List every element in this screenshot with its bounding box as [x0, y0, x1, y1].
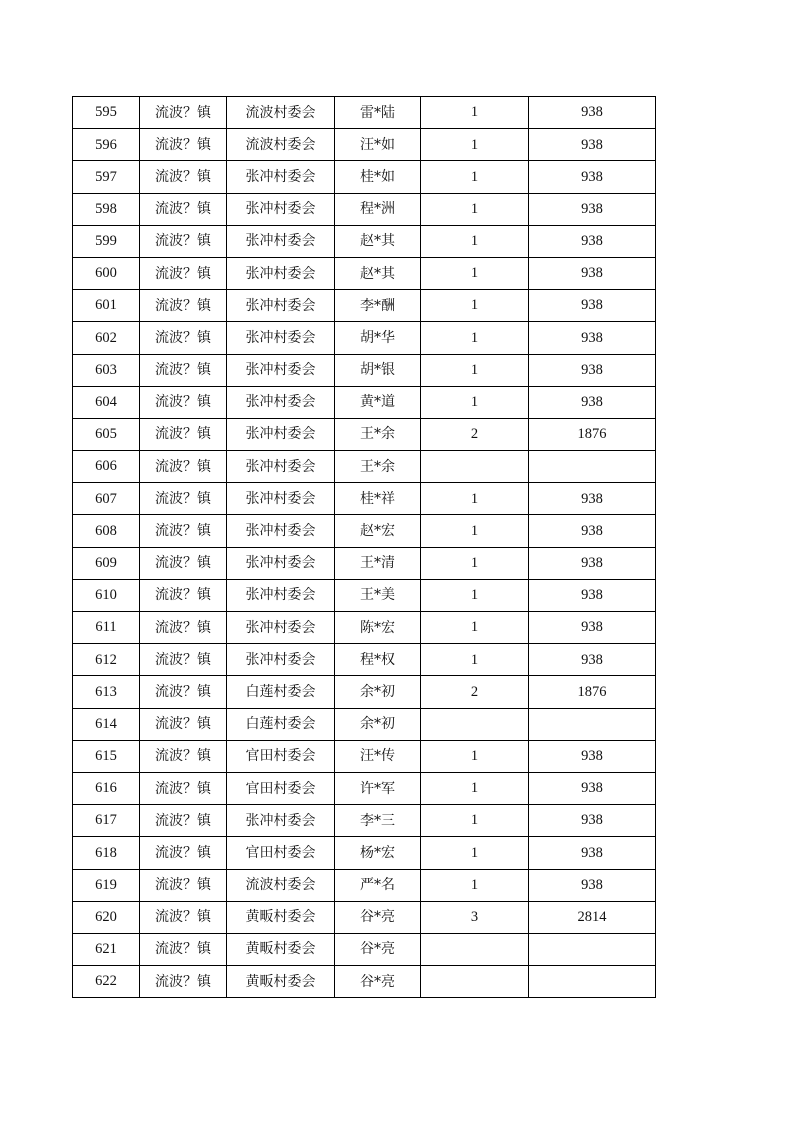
amount-cell: 938 [529, 740, 656, 772]
amount-cell: 938 [529, 322, 656, 354]
village-committee-cell: 张冲村委会 [227, 161, 335, 193]
village-committee-cell: 流波村委会 [227, 97, 335, 129]
village-committee-cell: 张冲村委会 [227, 193, 335, 225]
village-committee-cell: 张冲村委会 [227, 483, 335, 515]
table-row [73, 257, 656, 289]
village-committee-cell: 张冲村委会 [227, 225, 335, 257]
village-committee-cell: 张冲村委会 [227, 451, 335, 483]
person-name-cell: 桂*如 [335, 161, 421, 193]
count-cell: 1 [421, 129, 529, 161]
village-committee-cell: 流波村委会 [227, 129, 335, 161]
amount-cell: 938 [529, 483, 656, 515]
town-cell: 流波？镇 [140, 612, 227, 644]
serial-number-cell: 595 [73, 97, 140, 129]
village-committee-cell: 张冲村委会 [227, 386, 335, 418]
count-cell: 1 [421, 547, 529, 579]
town-cell: 流波？镇 [140, 354, 227, 386]
person-name-cell: 王*清 [335, 547, 421, 579]
table-row [73, 386, 656, 418]
village-committee-cell: 官田村委会 [227, 772, 335, 804]
amount-cell: 2814 [529, 901, 656, 933]
serial-number-cell: 610 [73, 579, 140, 611]
person-name-cell: 余*初 [335, 676, 421, 708]
table-row [73, 97, 656, 129]
town-cell: 流波？镇 [140, 290, 227, 322]
town-cell: 流波？镇 [140, 805, 227, 837]
records-table-body [73, 97, 656, 998]
count-cell: 3 [421, 901, 529, 933]
amount-cell: 938 [529, 515, 656, 547]
town-cell: 流波？镇 [140, 515, 227, 547]
count-cell: 1 [421, 257, 529, 289]
person-name-cell: 黄*道 [335, 386, 421, 418]
table-row [73, 901, 656, 933]
table-row [73, 515, 656, 547]
village-committee-cell: 官田村委会 [227, 740, 335, 772]
count-cell: 1 [421, 740, 529, 772]
table-row [73, 354, 656, 386]
serial-number-cell: 612 [73, 644, 140, 676]
town-cell: 流波？镇 [140, 483, 227, 515]
person-name-cell: 程*权 [335, 644, 421, 676]
village-committee-cell: 张冲村委会 [227, 515, 335, 547]
count-cell: 1 [421, 290, 529, 322]
count-cell: 1 [421, 354, 529, 386]
person-name-cell: 谷*亮 [335, 966, 421, 998]
amount-cell: 938 [529, 612, 656, 644]
village-committee-cell: 张冲村委会 [227, 290, 335, 322]
town-cell: 流波？镇 [140, 837, 227, 869]
table-row [73, 612, 656, 644]
village-committee-cell: 张冲村委会 [227, 579, 335, 611]
serial-number-cell: 618 [73, 837, 140, 869]
count-cell: 1 [421, 644, 529, 676]
person-name-cell: 陈*宏 [335, 612, 421, 644]
person-name-cell: 汪*如 [335, 129, 421, 161]
person-name-cell: 雷*陆 [335, 97, 421, 129]
amount-cell: 938 [529, 805, 656, 837]
town-cell: 流波？镇 [140, 451, 227, 483]
table-row [73, 869, 656, 901]
town-cell: 流波？镇 [140, 933, 227, 965]
table-row [73, 644, 656, 676]
amount-cell [529, 933, 656, 965]
amount-cell: 938 [529, 837, 656, 869]
town-cell: 流波？镇 [140, 579, 227, 611]
serial-number-cell: 606 [73, 451, 140, 483]
village-committee-cell: 张冲村委会 [227, 644, 335, 676]
town-cell: 流波？镇 [140, 386, 227, 418]
count-cell: 1 [421, 612, 529, 644]
table-row [73, 837, 656, 869]
serial-number-cell: 615 [73, 740, 140, 772]
amount-cell: 938 [529, 193, 656, 225]
serial-number-cell: 614 [73, 708, 140, 740]
count-cell: 2 [421, 418, 529, 450]
village-committee-cell: 张冲村委会 [227, 322, 335, 354]
village-committee-cell: 张冲村委会 [227, 805, 335, 837]
person-name-cell: 赵*其 [335, 225, 421, 257]
amount-cell: 938 [529, 225, 656, 257]
table-row [73, 418, 656, 450]
count-cell: 1 [421, 322, 529, 354]
serial-number-cell: 599 [73, 225, 140, 257]
serial-number-cell: 605 [73, 418, 140, 450]
count-cell: 1 [421, 772, 529, 804]
town-cell: 流波？镇 [140, 129, 227, 161]
serial-number-cell: 616 [73, 772, 140, 804]
count-cell: 1 [421, 483, 529, 515]
person-name-cell: 严*名 [335, 869, 421, 901]
amount-cell: 938 [529, 97, 656, 129]
person-name-cell: 程*洲 [335, 193, 421, 225]
table-row [73, 451, 656, 483]
count-cell: 1 [421, 193, 529, 225]
amount-cell: 938 [529, 354, 656, 386]
serial-number-cell: 609 [73, 547, 140, 579]
village-committee-cell: 张冲村委会 [227, 612, 335, 644]
count-cell: 1 [421, 225, 529, 257]
town-cell: 流波？镇 [140, 418, 227, 450]
amount-cell: 1876 [529, 418, 656, 450]
person-name-cell: 胡*银 [335, 354, 421, 386]
amount-cell: 938 [529, 129, 656, 161]
town-cell: 流波？镇 [140, 193, 227, 225]
amount-cell: 1876 [529, 676, 656, 708]
town-cell: 流波？镇 [140, 676, 227, 708]
town-cell: 流波？镇 [140, 869, 227, 901]
town-cell: 流波？镇 [140, 772, 227, 804]
town-cell: 流波？镇 [140, 322, 227, 354]
table-row [73, 322, 656, 354]
person-name-cell: 王*美 [335, 579, 421, 611]
serial-number-cell: 598 [73, 193, 140, 225]
count-cell [421, 451, 529, 483]
town-cell: 流波？镇 [140, 257, 227, 289]
serial-number-cell: 602 [73, 322, 140, 354]
count-cell: 1 [421, 386, 529, 418]
amount-cell [529, 966, 656, 998]
table-row [73, 933, 656, 965]
person-name-cell: 李*三 [335, 805, 421, 837]
village-committee-cell: 黄畈村委会 [227, 933, 335, 965]
town-cell: 流波？镇 [140, 225, 227, 257]
count-cell: 1 [421, 97, 529, 129]
town-cell: 流波？镇 [140, 740, 227, 772]
person-name-cell: 杨*宏 [335, 837, 421, 869]
person-name-cell: 桂*祥 [335, 483, 421, 515]
town-cell: 流波？镇 [140, 161, 227, 193]
amount-cell: 938 [529, 257, 656, 289]
village-committee-cell: 官田村委会 [227, 837, 335, 869]
amount-cell: 938 [529, 386, 656, 418]
serial-number-cell: 617 [73, 805, 140, 837]
count-cell: 1 [421, 161, 529, 193]
table-row [73, 772, 656, 804]
table-row [73, 740, 656, 772]
amount-cell: 938 [529, 644, 656, 676]
village-committee-cell: 白莲村委会 [227, 708, 335, 740]
serial-number-cell: 611 [73, 612, 140, 644]
town-cell: 流波？镇 [140, 97, 227, 129]
count-cell: 2 [421, 676, 529, 708]
person-name-cell: 王*余 [335, 451, 421, 483]
village-committee-cell: 张冲村委会 [227, 418, 335, 450]
table-row [73, 966, 656, 998]
count-cell: 1 [421, 805, 529, 837]
count-cell [421, 966, 529, 998]
serial-number-cell: 600 [73, 257, 140, 289]
town-cell: 流波？镇 [140, 708, 227, 740]
amount-cell [529, 451, 656, 483]
person-name-cell: 谷*亮 [335, 933, 421, 965]
person-name-cell: 赵*宏 [335, 515, 421, 547]
amount-cell: 938 [529, 869, 656, 901]
town-cell: 流波？镇 [140, 966, 227, 998]
records-table [72, 96, 656, 998]
serial-number-cell: 620 [73, 901, 140, 933]
amount-cell: 938 [529, 290, 656, 322]
amount-cell: 938 [529, 547, 656, 579]
serial-number-cell: 597 [73, 161, 140, 193]
village-committee-cell: 流波村委会 [227, 869, 335, 901]
count-cell: 1 [421, 837, 529, 869]
table-row [73, 193, 656, 225]
serial-number-cell: 622 [73, 966, 140, 998]
town-cell: 流波？镇 [140, 547, 227, 579]
person-name-cell: 胡*华 [335, 322, 421, 354]
village-committee-cell: 白莲村委会 [227, 676, 335, 708]
count-cell [421, 933, 529, 965]
serial-number-cell: 613 [73, 676, 140, 708]
person-name-cell: 李*酬 [335, 290, 421, 322]
village-committee-cell: 黄畈村委会 [227, 901, 335, 933]
serial-number-cell: 619 [73, 869, 140, 901]
town-cell: 流波？镇 [140, 644, 227, 676]
table-row [73, 676, 656, 708]
village-committee-cell: 黄畈村委会 [227, 966, 335, 998]
village-committee-cell: 张冲村委会 [227, 257, 335, 289]
person-name-cell: 谷*亮 [335, 901, 421, 933]
serial-number-cell: 596 [73, 129, 140, 161]
table-row [73, 225, 656, 257]
count-cell: 1 [421, 515, 529, 547]
count-cell: 1 [421, 579, 529, 611]
serial-number-cell: 604 [73, 386, 140, 418]
town-cell: 流波？镇 [140, 901, 227, 933]
person-name-cell: 余*初 [335, 708, 421, 740]
serial-number-cell: 603 [73, 354, 140, 386]
person-name-cell: 王*余 [335, 418, 421, 450]
village-committee-cell: 张冲村委会 [227, 547, 335, 579]
amount-cell: 938 [529, 579, 656, 611]
village-committee-cell: 张冲村委会 [227, 354, 335, 386]
person-name-cell: 汪*传 [335, 740, 421, 772]
table-row [73, 290, 656, 322]
count-cell: 1 [421, 869, 529, 901]
table-row [73, 708, 656, 740]
table-row [73, 161, 656, 193]
amount-cell: 938 [529, 161, 656, 193]
person-name-cell: 赵*其 [335, 257, 421, 289]
count-cell [421, 708, 529, 740]
serial-number-cell: 608 [73, 515, 140, 547]
amount-cell: 938 [529, 772, 656, 804]
person-name-cell: 许*军 [335, 772, 421, 804]
serial-number-cell: 621 [73, 933, 140, 965]
table-row [73, 579, 656, 611]
serial-number-cell: 607 [73, 483, 140, 515]
table-row [73, 547, 656, 579]
serial-number-cell: 601 [73, 290, 140, 322]
table-row [73, 805, 656, 837]
amount-cell [529, 708, 656, 740]
table-row [73, 483, 656, 515]
table-row [73, 129, 656, 161]
